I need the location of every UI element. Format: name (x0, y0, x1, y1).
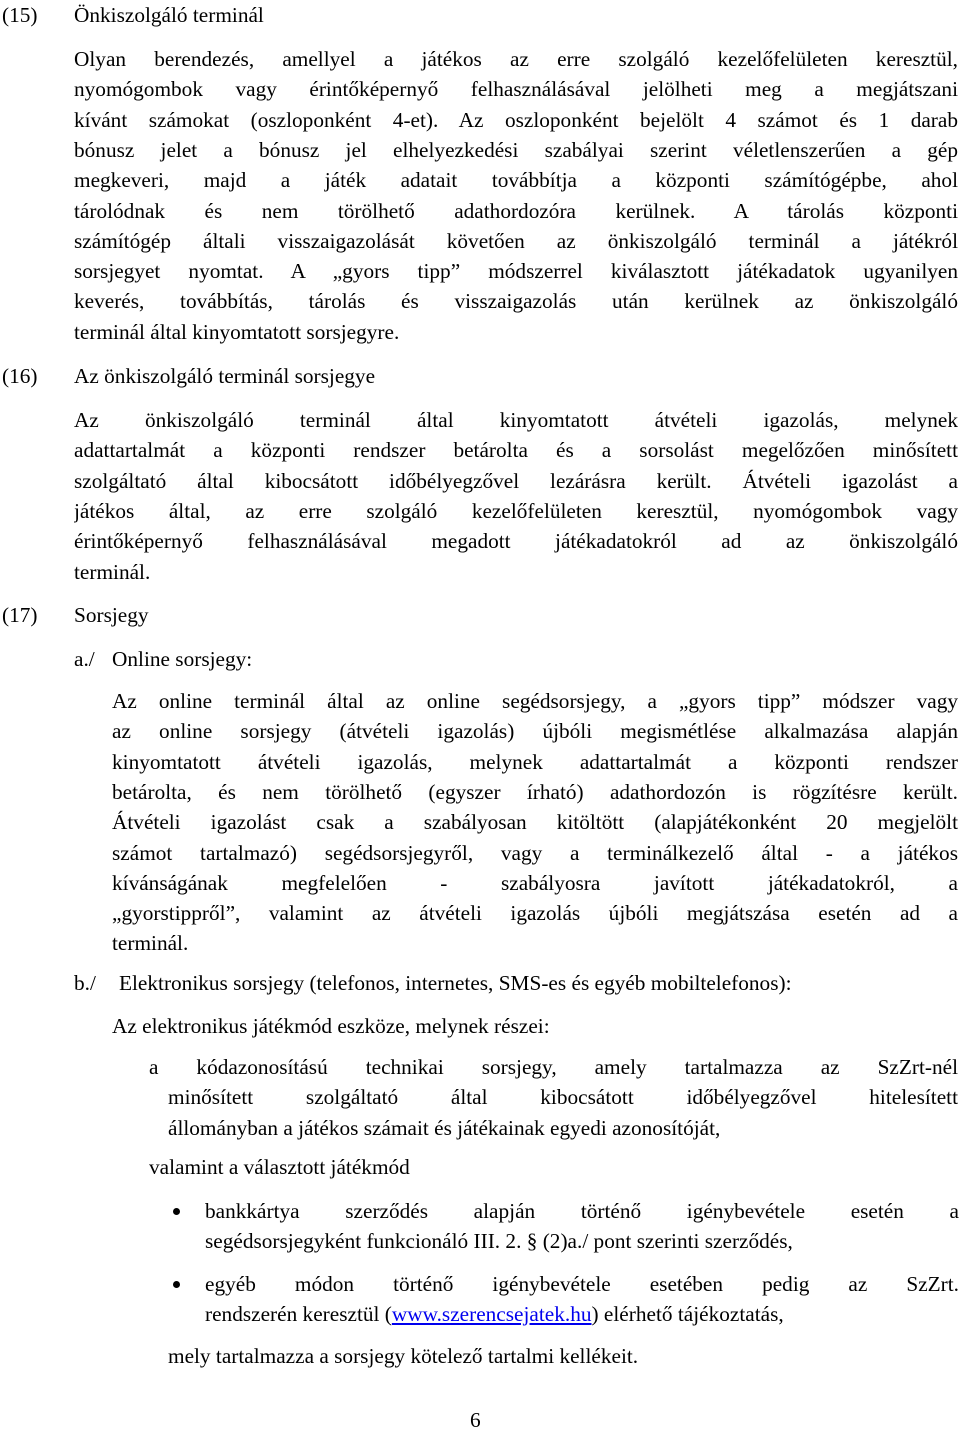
section-15-title: Önkiszolgáló terminál (74, 3, 264, 27)
section-17-number: (17) (2, 603, 38, 627)
secAbody-line: terminál. (112, 931, 189, 956)
itemBody-line: a kódazonosítású technikai sorsjegy, amely tartalmazza az SzZrt-nél (149, 1055, 958, 1079)
secAbody-line: kinyomtatott átvételi igazolás, melynek adattartalmát a központi rendszer (112, 749, 958, 774)
sec15body-line: megkeveri, majd a játék adatait továbbítja a központi számítógépbe, ahol (74, 168, 958, 193)
subsection-b-valamint: valamint a választott játékmód (149, 1155, 410, 1179)
sec15body-line: keverés, továbbítás, tárolás és visszaigazolás után kerülnek az önkiszolgáló (74, 289, 958, 314)
closing-line: mely tartalmazza a sorsjegy kötelező tartalmi kellékeit. (168, 1344, 639, 1368)
itemBody-line: minősített szolgáltató által kibocsátott időbélyegzővel hitelesített (168, 1085, 958, 1110)
sec15body-line: számítógép általi visszaigazolását követően az önkiszolgáló terminál a játékról (74, 228, 958, 253)
page-number: 6 (470, 1408, 481, 1432)
sec15body-line: terminál által kinyomtatott sorsjegyre. (74, 319, 400, 344)
sec15body-line: nyomógombok vagy érintőképernyő felhasználásával jelölheti meg a megjátszani (74, 77, 958, 102)
sec16body-line: terminál. (74, 559, 151, 584)
bullet-2-text-post: ) elérhető tájékoztatás, (591, 1302, 784, 1326)
secAbody-line: „gyorstippről”, valamint az átvételi igazolás újbóli megjátszása esetén ad a (112, 901, 958, 926)
subsection-a-title: Online sorsjegy: (112, 647, 253, 671)
sec16body-line: játékos által, az erre szolgáló kezelőfelületen keresztül, nyomógombok vagy (74, 498, 958, 523)
section-16-title: Az önkiszolgáló terminál sorsjegye (74, 364, 376, 388)
sec15body-line: sorsjegyet nyomtat. A „gyors tipp” módszerrel kiválasztott játékadatok ugyanilyen (74, 259, 958, 284)
secAbody-line: az online sorsjegy (átvételi igazolás) újbóli megismétlése alkalmazása alapján (112, 719, 958, 744)
sec15body-line: Olyan berendezés, amellyel a játékos az erre szolgáló kezelőfelületen keresztül, (74, 47, 958, 71)
bullet-dot-2 (173, 1281, 180, 1288)
section-17-title: Sorsjegy (74, 603, 149, 627)
sec15body-line: kívánt számokat (oszloponként 4-et). Az oszloponként bejelölt 4 számot és 1 darab (74, 107, 958, 132)
szerencsejatek-link[interactable]: www.szerencsejatek.hu (391, 1302, 592, 1326)
bullet-dot-1 (173, 1208, 180, 1215)
subsection-b-title: Elektronikus sorsjegy (telefonos, internetes, SMS-es és egyéb mobiltelefonos): (119, 971, 792, 995)
sec16body-line: Az önkiszolgáló terminál által kinyomtatott átvételi igazolás, melynek (74, 408, 958, 432)
subsection-b-label: b./ (74, 971, 96, 995)
secAbody-line: betárolta, és nem törölhető (egyszer írható) adathordozón is rögzítésre került. (112, 779, 958, 804)
subsection-a-label: a./ (74, 647, 95, 671)
sec16body-line: adattartalmát a központi rendszer betárolta és a sorsolást megelőzően minősített (74, 438, 958, 463)
sec15body-line: bónusz jelet a bónusz jel elhelyezkedési szabályai szerint véletlenszerűen a gép (74, 137, 958, 162)
bullet1Body-line: bankkártya szerződés alapján történő igénybevétele esetén a (205, 1199, 959, 1223)
bullet-2-line-2 (205, 1299, 784, 1329)
bullet1Body-line: segédsorsjegyként funkcionáló III. 2. § (2)a./ pont szerinti szerződés, (205, 1229, 793, 1254)
section-16-number: (16) (2, 364, 38, 388)
secAbody-line: számot tartalmazó) segédsorsjegyről, vagy a terminálkezelő által - a játékos (112, 840, 958, 865)
secAbody-line: Átvételi igazolást csak a szabályosan kitöltött (alapjátékonként 20 megjelölt (112, 810, 958, 835)
sec15body-line: tárolódnak és nem törölhető adathordozóra kerülnek. A tárolás központi (74, 198, 958, 223)
section-15-number: (15) (2, 3, 38, 27)
sec16body-line: érintőképernyő felhasználásával megadott játékadatokról ad az önkiszolgáló (74, 529, 958, 554)
subsection-b-intro: Az elektronikus játékmód eszköze, melynek részei: (112, 1014, 550, 1038)
itemBody-line: állományban a játékos számait és játékainak egyedi azonosítóját, (168, 1115, 721, 1140)
secAbody-line: Az online terminál által az online segédsorsjegy, a „gyors tipp” módszer vagy (112, 689, 958, 713)
bullet-2-line-1: egyéb módon történő igénybevétele esetében pedig az SzZrt. (205, 1272, 959, 1296)
secAbody-line: kívánságának megfelelően - szabályosra javított játékadatokról, a (112, 870, 958, 895)
sec16body-line: szolgáltató által kibocsátott időbélyegzővel lezárásra került. Átvételi igazolást a (74, 468, 958, 493)
bullet-2-text-pre: rendszerén keresztül ( (205, 1302, 392, 1326)
